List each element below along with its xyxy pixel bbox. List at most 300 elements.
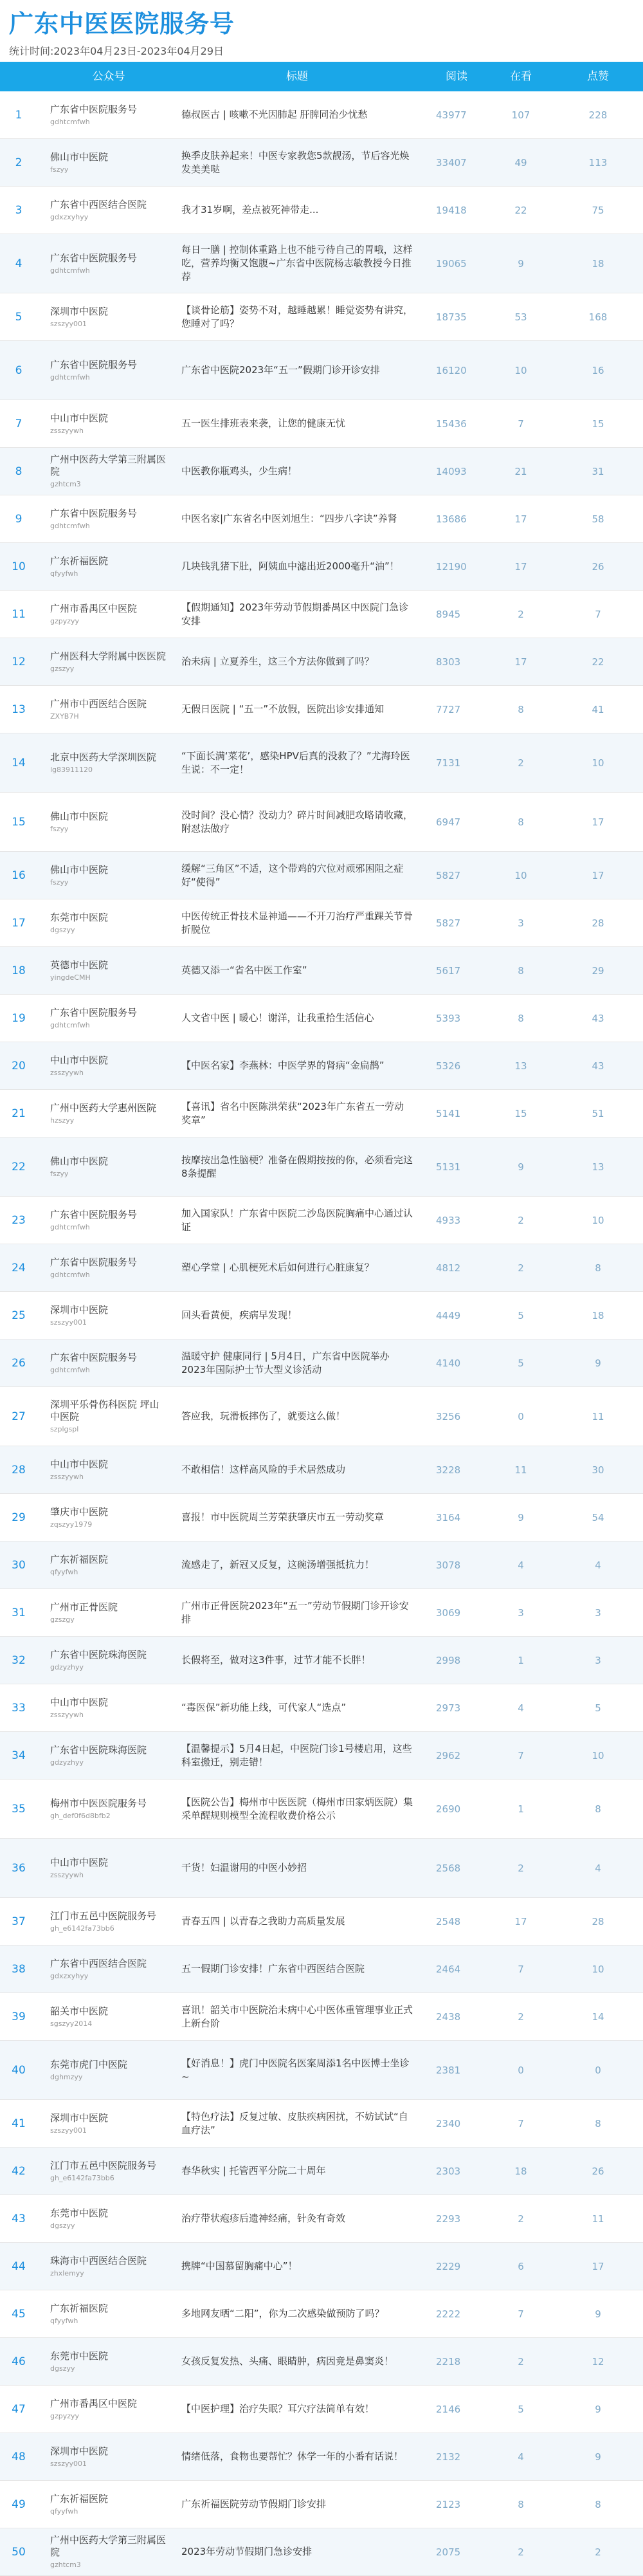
table-row[interactable] <box>0 341 643 400</box>
account-id: gzpyzyy <box>50 616 80 625</box>
account-name[interactable]: 佛山市中医院 <box>50 863 109 876</box>
table-row[interactable] <box>0 2481 643 2528</box>
account-name[interactable]: 广州市中西医结合医院 <box>50 697 147 710</box>
table-row[interactable] <box>0 899 643 947</box>
row-reads: 13686 <box>436 513 467 525</box>
row-rank: 14 <box>12 756 26 769</box>
account-name[interactable]: 广东祈福医院 <box>50 1553 109 1565</box>
account-name[interactable]: 广东省中医院珠海医院 <box>50 1648 147 1661</box>
row-watching: 3 <box>518 917 524 929</box>
row-title-cell <box>172 363 424 377</box>
article-title-link[interactable]: 喜报！市中医院周兰芳荣获肇庆市五一劳动奖章 <box>181 1511 385 1523</box>
table-row[interactable] <box>0 1387 643 1446</box>
account-id: dgszyy <box>50 925 75 934</box>
row-likes: 0 <box>595 2064 601 2076</box>
row-account <box>37 508 172 531</box>
table-row[interactable] <box>0 1042 643 1090</box>
article-title-link[interactable]: 中医名家|广东省名中医刘旭生：“四步八字诀”养肾 <box>181 513 397 524</box>
row-rank: 44 <box>12 2259 26 2273</box>
row-account <box>37 2059 172 2082</box>
table-row[interactable] <box>0 686 643 733</box>
account-id: gdhtcmfwh <box>50 1020 90 1029</box>
row-reads: 3164 <box>436 1511 461 1523</box>
article-title-link[interactable]: 治未病 | 立夏养生，这三个方法你做到了吗？ <box>181 656 374 667</box>
row-reads: 2075 <box>436 2546 461 2558</box>
account-name[interactable]: 佛山市中医院 <box>50 810 109 822</box>
row-account <box>37 1910 172 1933</box>
article-title-link[interactable]: 广东省中医院2023年“五一”假期门诊开诊安排 <box>181 364 380 376</box>
article-title-link[interactable]: 加入国家队！广东省中医院二沙岛医院胸痛中心通过认证 <box>181 1207 413 1233</box>
table-row[interactable] <box>0 1684 643 1732</box>
article-title-link[interactable]: 女孩反复发热、头痛、眼睛肿，病因竟是鼻窦炎！ <box>181 2355 394 2367</box>
article-title-link[interactable]: 【特色疗法】反复过敏、皮肤疾病困扰，不妨试试“自血疗法” <box>181 2110 408 2136</box>
row-watching: 7 <box>518 2117 524 2130</box>
row-rank: 3 <box>15 203 23 217</box>
row-likes: 3 <box>595 1654 601 1666</box>
article-title-link[interactable]: “毒医保”新功能上线，可代家人“选点” <box>181 1702 347 1713</box>
row-account <box>37 454 172 489</box>
article-title-link[interactable]: 按摩按出急性脑梗？准备在假期按按的你，必须看完这8条提醒 <box>181 1154 413 1179</box>
row-reads: 4449 <box>436 1309 461 1321</box>
table-row[interactable] <box>0 2386 643 2433</box>
row-title-cell <box>172 1861 424 1875</box>
table-row[interactable] <box>0 1946 643 1993</box>
row-likes: 28 <box>592 917 604 929</box>
article-title-link[interactable]: 长假将至，做对这3件事，过节才能不长胖！ <box>181 1654 371 1666</box>
account-name[interactable]: 广东省中医院服务号 <box>50 507 138 519</box>
row-watching: 2 <box>518 1862 524 1874</box>
article-title-link[interactable]: “下面长满‘菜花’，感染HPV后真的没救了？”尤海玲医生说：不一定！ <box>181 750 410 775</box>
row-rank: 12 <box>12 655 26 668</box>
row-account <box>37 1304 172 1327</box>
row-rank: 49 <box>12 2498 26 2511</box>
row-reads: 2438 <box>436 2010 461 2023</box>
table-row[interactable] <box>0 1898 643 1946</box>
row-reads: 16120 <box>436 364 467 376</box>
article-title-link[interactable]: 无假日医院 | “五一”不放假，医院出诊安排通知 <box>181 703 385 715</box>
article-title-link[interactable]: 【医院公告】梅州市中医医院（梅州市田家炳医院）集采单醒规则模型全流程收费价格公示 <box>181 1796 413 1821</box>
account-name[interactable]: 中山市中医院 <box>50 1458 109 1470</box>
table-row[interactable] <box>0 2528 643 2576</box>
account-name[interactable]: 肇庆市中医院 <box>50 1505 109 1518</box>
account-name[interactable]: 广东祈福医院 <box>50 2492 109 2505</box>
article-title-link[interactable]: 每日一膳 | 控制体重路上也不能亏待自己的胃哦，这样吃，营养均衡又饱腹~广东省中医院杨志敏教授今日推荐 <box>181 244 413 282</box>
article-title-link[interactable]: 【喜讯】省名中医陈洪荣获“2023年广东省五一劳动奖章” <box>181 1100 404 1126</box>
row-reads: 2123 <box>436 2498 461 2510</box>
account-name[interactable]: 广东祈福医院 <box>50 555 109 567</box>
account-id: fszyy <box>50 878 69 887</box>
article-title-link[interactable]: 【好消息！】虎门中医院名医案周添1名中医博士坐诊~ <box>181 2057 410 2083</box>
account-name[interactable]: 广东省中医院服务号 <box>50 1208 138 1220</box>
table-row[interactable] <box>0 448 643 495</box>
row-watching: 11 <box>514 1464 527 1476</box>
row-watching: 1 <box>518 1803 524 1815</box>
row-reads: 19065 <box>436 257 467 270</box>
row-account <box>37 2112 172 2135</box>
account-id: sgszyy2014 <box>50 2019 93 2028</box>
ranking-table <box>0 62 643 2576</box>
table-row[interactable] <box>0 2100 643 2148</box>
row-account <box>37 1958 172 1981</box>
account-id: qfyyfwh <box>50 2316 78 2325</box>
account-id: dgszyy <box>50 2221 75 2230</box>
row-account <box>37 104 172 127</box>
table-header <box>0 62 643 91</box>
row-title-cell <box>172 2057 424 2084</box>
account-id: gdhtcmfwh <box>50 521 90 530</box>
row-account <box>37 1554 172 1577</box>
table-row[interactable] <box>0 543 643 591</box>
row-watching: 4 <box>518 2451 524 2463</box>
article-title-link[interactable]: 中医传统正骨技术显神通——不开刀治疗严重踝关节骨折脱位 <box>181 910 413 935</box>
article-title-link[interactable]: 广州市正骨医院2023年“五一”劳动节假期门诊开诊安排 <box>181 1599 409 1625</box>
table-row[interactable] <box>0 2195 643 2243</box>
table-row[interactable] <box>0 1839 643 1898</box>
row-likes: 15 <box>592 418 604 430</box>
account-id: gdxzxyhyy <box>50 212 89 221</box>
table-row[interactable] <box>0 793 643 852</box>
stat-time-range: 统计时间:2023年04月23日-2023年04月29日 <box>9 45 224 57</box>
table-row[interactable] <box>0 638 643 686</box>
account-id: gdzyzhyy <box>50 1662 84 1671</box>
account-id: gzhtcm3 <box>50 2561 81 2569</box>
account-id: zhxlemyy <box>50 2268 84 2277</box>
account-name[interactable]: 佛山市中医院 <box>50 151 109 163</box>
table-row[interactable] <box>0 1244 643 1292</box>
row-reads: 2132 <box>436 2451 461 2463</box>
account-name[interactable]: 英德市中医院 <box>50 959 109 971</box>
account-name[interactable]: 广州医科大学附属中医医院 <box>50 650 167 662</box>
row-watching: 2 <box>518 1214 524 1226</box>
table-row[interactable] <box>0 591 643 638</box>
row-likes: 54 <box>592 1511 604 1523</box>
account-name[interactable]: 广州中医药大学第三附属医院 <box>50 454 167 477</box>
row-rank: 30 <box>12 1558 26 1572</box>
table-row[interactable] <box>0 2243 643 2290</box>
account-name[interactable]: 深圳平乐骨伤科医院 坪山中医院 <box>50 1399 159 1422</box>
table-row[interactable] <box>0 495 643 543</box>
table-row[interactable] <box>0 2041 643 2100</box>
account-name[interactable]: 广东省中西医结合医院 <box>50 1957 147 1969</box>
row-watching: 8 <box>518 816 524 828</box>
row-account <box>37 1155 172 1179</box>
table-row[interactable] <box>0 1637 643 1684</box>
row-watching: 7 <box>518 2308 524 2320</box>
account-name[interactable]: 广州市番禺区中医院 <box>50 2397 138 2409</box>
article-title-link[interactable]: 【谈骨论筋】姿势不对，越睡越累！睡觉姿势有讲究，您睡对了吗？ <box>181 304 413 329</box>
article-title-link[interactable]: 不敢相信！这样高风险的手术居然成功 <box>181 1464 346 1475</box>
account-id: dghmzyy <box>50 2072 83 2081</box>
account-name[interactable]: 广东省中医院服务号 <box>50 252 138 264</box>
article-title-link[interactable]: 塑心学堂 | 心肌梗死术后如何进行心脏康复？ <box>181 1262 374 1273</box>
article-title-link[interactable]: 英德又添一“省名中医工作室” <box>181 964 307 976</box>
row-likes: 17 <box>592 869 604 881</box>
row-account <box>37 1697 172 1720</box>
row-reads: 3069 <box>436 1606 461 1619</box>
page-title: 广东中医医院服务号 <box>9 10 235 38</box>
article-title-link[interactable]: 干货！妇温谢用的中医小妙招 <box>181 1862 307 1873</box>
account-name[interactable]: 中山市中医院 <box>50 412 109 424</box>
row-title-cell <box>172 560 424 573</box>
article-title-link[interactable]: 回头看黄便，疾病早发现！ <box>181 1309 298 1321</box>
row-account <box>37 959 172 982</box>
row-reads: 2381 <box>436 2064 461 2076</box>
row-account <box>37 1209 172 1232</box>
account-id: fszyy <box>50 1169 69 1178</box>
account-name[interactable]: 中山市中医院 <box>50 1856 109 1868</box>
account-name[interactable]: 东莞市中医院 <box>50 2350 109 2362</box>
row-rank: 29 <box>12 1511 26 1524</box>
row-account <box>37 1399 172 1434</box>
row-watching: 13 <box>514 1060 527 1072</box>
account-name[interactable]: 中山市中医院 <box>50 1696 109 1708</box>
account-name[interactable]: 佛山市中医院 <box>50 1155 109 1167</box>
article-title-link[interactable]: 换季皮肤养起来！中医专家教您5款靓汤，节后容光焕发美美哒 <box>181 149 410 175</box>
row-likes: 17 <box>592 816 604 828</box>
account-id: fszyy <box>50 165 69 174</box>
article-title-link[interactable]: 五一假期门诊安排！广东省中西医结合医院 <box>181 1963 365 1974</box>
row-reads: 8303 <box>436 656 461 668</box>
row-title-cell <box>172 2212 424 2225</box>
row-reads: 3228 <box>436 1464 461 1476</box>
table-row[interactable] <box>0 2290 643 2338</box>
account-id: gzszyy <box>50 664 75 673</box>
table-row[interactable] <box>0 2338 643 2386</box>
row-likes: 8 <box>595 1803 601 1815</box>
row-likes: 41 <box>592 703 604 715</box>
table-row[interactable] <box>0 1541 643 1589</box>
row-likes: 4 <box>595 1862 601 1874</box>
row-account <box>37 2493 172 2516</box>
article-title-link[interactable]: 广东祈福医院劳动节假期门诊安排 <box>181 2498 327 2510</box>
column-header-account: 公众号 <box>92 70 125 83</box>
row-title-cell <box>172 1653 424 1667</box>
article-title-link[interactable]: 人文省中医 | 暖心！谢洋，让我重拾生活信心 <box>181 1012 374 1024</box>
account-name[interactable]: 东莞市中医院 <box>50 911 109 923</box>
row-title-cell <box>172 1915 424 1928</box>
account-name[interactable]: 江门市五邑中医院服务号 <box>50 2159 157 2171</box>
article-title-link[interactable]: 我才31岁啊，差点被死神带走... <box>181 204 319 216</box>
table-body <box>0 91 643 2576</box>
row-rank: 1 <box>15 108 23 122</box>
account-name[interactable]: 广东省中医院服务号 <box>50 103 138 115</box>
table-row[interactable] <box>0 995 643 1042</box>
row-rank: 15 <box>12 815 26 829</box>
account-name[interactable]: 广东省中西医结合医院 <box>50 198 147 210</box>
account-name[interactable]: 广东省中医院服务号 <box>50 1006 138 1018</box>
table-row[interactable] <box>0 91 643 139</box>
row-watching: 17 <box>514 1915 527 1927</box>
row-rank: 46 <box>12 2355 26 2368</box>
article-title-link[interactable]: 喜讯！韶关市中医院治未病中心中医体重管理事业正式上新台阶 <box>181 2003 413 2029</box>
account-name[interactable]: 深圳市中医院 <box>50 2445 109 2457</box>
row-title-cell <box>172 750 424 777</box>
row-reads: 7727 <box>436 703 461 715</box>
row-watching: 3 <box>518 1606 524 1619</box>
row-title-cell <box>172 2498 424 2511</box>
row-account <box>37 1857 172 1880</box>
account-name[interactable]: 广东祈福医院 <box>50 2302 109 2314</box>
row-likes: 17 <box>592 2260 604 2272</box>
article-title-link[interactable]: 多地网友晒“二阳”，你为二次感染做预防了吗？ <box>181 2308 385 2319</box>
table-row[interactable] <box>0 733 643 793</box>
article-title-link[interactable]: 几块钱乳猪下肚，阿姨血中滤出近2000毫升“油”！ <box>181 560 399 572</box>
article-title-link[interactable]: 温暖守护 健康同行 | 5月4日，广东省中医院举办2023年国际护士节大型义诊活动 <box>181 1350 390 1375</box>
row-rank: 8 <box>15 465 23 478</box>
row-watching: 22 <box>514 204 527 216</box>
article-title-link[interactable]: 【假期通知】2023年劳动节假期番禺区中医院门急诊安排 <box>181 601 409 627</box>
row-rank: 34 <box>12 1749 26 1762</box>
account-name[interactable]: 韶关市中医院 <box>50 2005 109 2017</box>
article-title-link[interactable]: 【温馨提示】5月4日起，中医院门诊1号楼启用，这些科室搬迁，别走错！ <box>181 1742 412 1768</box>
row-rank: 35 <box>12 1802 26 1816</box>
row-rank: 20 <box>12 1059 26 1072</box>
row-reads: 2548 <box>436 1915 461 1927</box>
account-name[interactable]: 珠海市中西医结合医院 <box>50 2254 147 2267</box>
article-title-link[interactable]: 携牌“中国慕留胸痛中心”！ <box>181 2260 298 2272</box>
table-row[interactable] <box>0 1339 643 1387</box>
row-title-cell <box>172 2110 424 2137</box>
account-name[interactable]: 广州市番禺区中医院 <box>50 602 138 614</box>
row-reads: 12190 <box>436 560 467 573</box>
article-title-link[interactable]: 【中医护理】治疗失眠？耳穴疗法简单有效！ <box>181 2403 375 2415</box>
article-title-link[interactable]: 中医教你瓶鸡头，少生病！ <box>181 465 298 477</box>
account-id: szszyy001 <box>50 319 87 328</box>
account-name[interactable]: 广州中医药大学第三附属医院 <box>50 2534 167 2558</box>
row-account <box>37 1744 172 1767</box>
table-row[interactable] <box>0 1137 643 1197</box>
row-rank: 32 <box>12 1653 26 1667</box>
table-row[interactable] <box>0 1494 643 1541</box>
article-title-link[interactable]: 缓解“三角区”不适，这个带鸡的穴位对顽邪困阻之症好“使得” <box>181 862 404 888</box>
table-row[interactable] <box>0 1090 643 1137</box>
row-rank: 6 <box>15 363 23 377</box>
row-title-cell <box>172 1463 424 1477</box>
row-rank: 38 <box>12 1962 26 1976</box>
table-row[interactable] <box>0 187 643 234</box>
table-row[interactable] <box>0 1732 643 1780</box>
row-reads: 2998 <box>436 1654 461 1666</box>
article-title-link[interactable]: 没时间？没心情？没动力？碎片时间减肥攻略请收藏，附怼法做疗 <box>181 809 413 834</box>
article-title-link[interactable]: 【中医名家】李燕林：中医学界的肾病“金扁鹊” <box>181 1060 385 1071</box>
account-name[interactable]: 深圳市中医院 <box>50 1303 109 1316</box>
article-title-link[interactable]: 情绪低落，食物也要帮忙？休学一年的小番有话说！ <box>181 2451 404 2462</box>
row-account <box>37 1649 172 1672</box>
row-rank: 37 <box>12 1915 26 1928</box>
table-row[interactable] <box>0 1292 643 1339</box>
account-name[interactable]: 梅州市中医医院服务号 <box>50 1797 147 1809</box>
row-title-cell <box>172 703 424 716</box>
row-likes: 10 <box>592 757 604 769</box>
row-rank: 13 <box>12 703 26 716</box>
row-reads: 2146 <box>436 2403 461 2415</box>
table-row[interactable] <box>0 1197 643 1244</box>
table-row[interactable] <box>0 1446 643 1494</box>
table-row[interactable] <box>0 234 643 293</box>
article-title-link[interactable]: 德叔医古 | 咳嗽不光因肺起 肝脾同治少忧愁 <box>181 109 368 120</box>
account-name[interactable]: 深圳市中医院 <box>50 2111 109 2124</box>
account-name[interactable]: 广东省中医院珠海医院 <box>50 1743 147 1756</box>
row-rank: 10 <box>12 560 26 573</box>
row-reads: 2303 <box>436 2165 461 2177</box>
account-name[interactable]: 广东省中医院服务号 <box>50 358 138 371</box>
account-name[interactable]: 北京中医药大学深圳医院 <box>50 751 157 763</box>
row-reads: 4812 <box>436 1262 461 1274</box>
table-row[interactable] <box>0 1589 643 1637</box>
row-title-cell <box>172 1962 424 1976</box>
article-title-link[interactable]: 治疗带状疱疹后遗神经痛，针灸有奇效 <box>181 2213 346 2224</box>
row-title-cell <box>172 1350 424 1377</box>
account-name[interactable]: 东莞市中医院 <box>50 2207 109 2219</box>
row-likes: 8 <box>595 1262 601 1274</box>
row-rank: 11 <box>12 607 26 621</box>
row-reads: 5131 <box>436 1161 461 1173</box>
account-id: fszyy <box>50 824 69 833</box>
account-id: gdhtcmfwh <box>50 117 90 126</box>
account-name[interactable]: 广州中医药大学惠州医院 <box>50 1101 157 1114</box>
account-id: yingdeCMH <box>50 973 91 982</box>
table-row[interactable] <box>0 139 643 187</box>
row-rank: 7 <box>15 417 23 430</box>
table-row[interactable] <box>0 1993 643 2041</box>
row-rank: 47 <box>12 2402 26 2416</box>
table-row[interactable] <box>0 852 643 899</box>
row-title-cell <box>172 1100 424 1127</box>
table-row[interactable] <box>0 2433 643 2481</box>
column-header-reads: 阅读 <box>446 70 467 83</box>
article-title-link[interactable]: 答应我，玩滑板摔伤了，就要这么做！ <box>181 1410 346 1422</box>
article-title-link[interactable]: 流感走了，新冠又反复，这碗汤增强抵抗力！ <box>181 1559 375 1570</box>
table-row[interactable] <box>0 2148 643 2195</box>
article-title-link[interactable]: 五一医生排班表来袭，让您的健康无忧 <box>181 418 346 429</box>
row-likes: 10 <box>592 1214 604 1226</box>
account-name[interactable]: 中山市中医院 <box>50 1054 109 1066</box>
table-row[interactable] <box>0 400 643 448</box>
table-row[interactable] <box>0 947 643 995</box>
article-title-link[interactable]: 2023年劳动节假期门急诊安排 <box>181 2546 312 2557</box>
row-title-cell <box>172 2259 424 2273</box>
article-title-link[interactable]: 春华秋实 | 托管西平分院二十周年 <box>181 2165 326 2176</box>
account-name[interactable]: 广州市正骨医院 <box>50 1601 118 1613</box>
row-watching: 4 <box>518 1559 524 1571</box>
row-title-cell <box>172 1558 424 1572</box>
account-name[interactable]: 广东省中医院服务号 <box>50 1256 138 1268</box>
row-likes: 16 <box>592 364 604 376</box>
account-name[interactable]: 广东省中医院服务号 <box>50 1351 138 1363</box>
table-row[interactable] <box>0 1780 643 1839</box>
account-id: szplgspl <box>50 1425 79 1433</box>
row-reads: 5827 <box>436 869 461 881</box>
row-watching: 5 <box>518 1309 524 1321</box>
row-likes: 13 <box>592 1161 604 1173</box>
account-name[interactable]: 深圳市中医院 <box>50 305 109 317</box>
row-title-cell <box>172 243 424 284</box>
row-likes: 9 <box>595 2403 601 2415</box>
row-reads: 2218 <box>436 2355 461 2368</box>
row-watching: 107 <box>511 109 530 121</box>
row-rank: 41 <box>12 2117 26 2130</box>
account-id: gzszgy <box>50 1615 75 1624</box>
article-title-link[interactable]: 青春五四 | 以青春之我助力高质量发展 <box>181 1915 345 1927</box>
row-title-cell <box>172 1796 424 1823</box>
row-reads: 5827 <box>436 917 461 929</box>
account-name[interactable]: 东莞市虎门中医院 <box>50 2058 128 2070</box>
table-row[interactable] <box>0 293 643 341</box>
row-title-cell <box>172 1154 424 1181</box>
row-title-cell <box>172 655 424 668</box>
row-watching: 18 <box>514 2165 527 2177</box>
account-name[interactable]: 江门市五邑中医院服务号 <box>50 1909 157 1922</box>
